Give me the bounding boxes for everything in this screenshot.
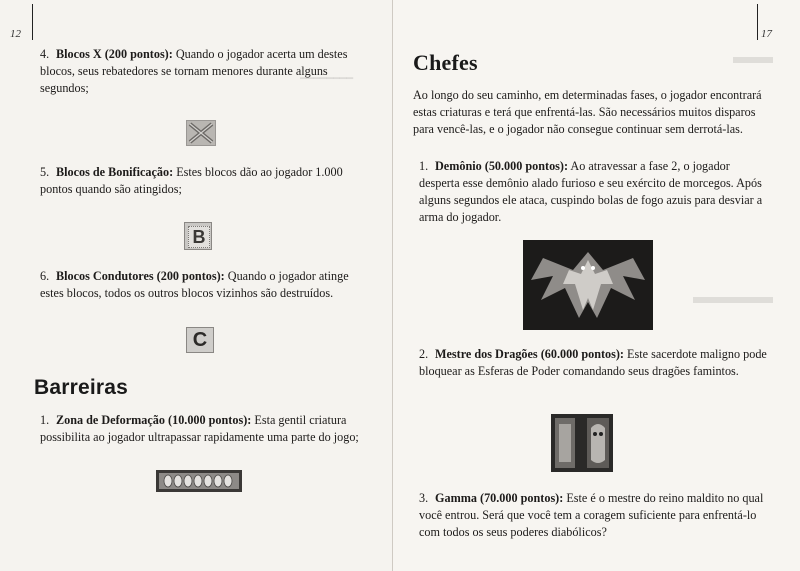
page-number: 17	[761, 28, 772, 40]
right-page	[393, 0, 800, 571]
warp-zone-image	[156, 470, 242, 492]
item-title: Demônio (50.000 pontos):	[435, 159, 569, 173]
list-item-gamma	[419, 490, 769, 541]
item-text: Esta gentil criatura possibilita ao jogador ultrapassar rapidamente uma parte do jogo;	[40, 413, 359, 444]
item-text: Estes blocos dão ao jogador 1.000 pontos quando são atingidos;	[40, 165, 343, 196]
list-item-demonio	[419, 158, 769, 226]
item-title: Blocos de Bonificação:	[56, 165, 174, 179]
item-number: 5.	[40, 165, 50, 179]
section-title-barreiras: Barreiras	[34, 376, 129, 399]
item-number: 4.	[40, 47, 50, 61]
item-title: Blocos X (200 pontos):	[56, 47, 173, 61]
item-title: Blocos Condutores (200 pontos):	[56, 269, 225, 283]
item-number: 3.	[419, 491, 429, 505]
bonus-block-image	[184, 222, 212, 250]
item-text: Quando o jogador atinge estes blocos, todos os outros blocos vizinhos são destruídos.	[40, 269, 349, 300]
list-item-blocos-x	[40, 46, 360, 97]
page-number: 12	[10, 28, 21, 40]
demon-boss-image	[523, 240, 653, 330]
bonus-block-letter: B	[188, 226, 210, 248]
conductor-block-letter: C	[192, 329, 208, 351]
conductor-block-image	[186, 327, 214, 353]
bleed-through-text: ━━━━━━━━	[300, 73, 353, 85]
item-text: Ao atravessar a fase 2, o jogador desperta esse demônio alado furioso e seu exército de morcegos. Após alguns segundos ele ataca, cuspindo bolas de fogo azuis para desviar a arma do jogador.	[419, 159, 763, 224]
list-item-blocos-condutores	[40, 268, 364, 302]
dragon-master-boss-image	[551, 414, 613, 472]
item-number: 1.	[40, 413, 50, 427]
item-number: 6.	[40, 269, 50, 283]
list-item-mestre-dragoes	[419, 346, 769, 380]
item-text: Quando o jogador acerta um destes blocos, seus rebatedores se tornam menores durante alguns segundos;	[40, 47, 348, 95]
bleed-through-text: ▬▬	[733, 46, 773, 68]
item-text: Este sacerdote maligno pode bloquear as Esferas de Poder comandando seus dragões famintos.	[419, 347, 767, 378]
intro-paragraph: Ao longo do seu caminho, em determinadas fases, o jogador encontrará estas criaturas e terá que enfrentá-las. São necessários muitos disparos para vencê-las, e o jogador não consegue continuar sem derrotá-las.	[413, 88, 762, 136]
item-title: Zona de Deformação (10.000 pontos):	[56, 413, 252, 427]
section-title-chefes: Chefes	[413, 50, 478, 75]
item-number: 1.	[419, 159, 429, 173]
item-title: Gamma (70.000 pontos):	[435, 491, 564, 505]
list-item-blocos-bonificacao	[40, 164, 360, 198]
x-block-image	[186, 120, 216, 146]
item-text: Este é o mestre do reino maldito no qual você entrou. Será que você tem a coragem suficiente para enfrentá-lo com todos os seus poderes diabólicos?	[419, 491, 764, 539]
left-page	[0, 0, 393, 571]
item-number: 2.	[419, 347, 429, 361]
page-edge-line	[757, 4, 758, 40]
page-edge-line	[32, 4, 33, 40]
list-item-zona-deformacao	[40, 412, 372, 446]
item-title: Mestre dos Dragões (60.000 pontos):	[435, 347, 624, 361]
bleed-through-text: ▬▬▬▬	[693, 286, 773, 308]
